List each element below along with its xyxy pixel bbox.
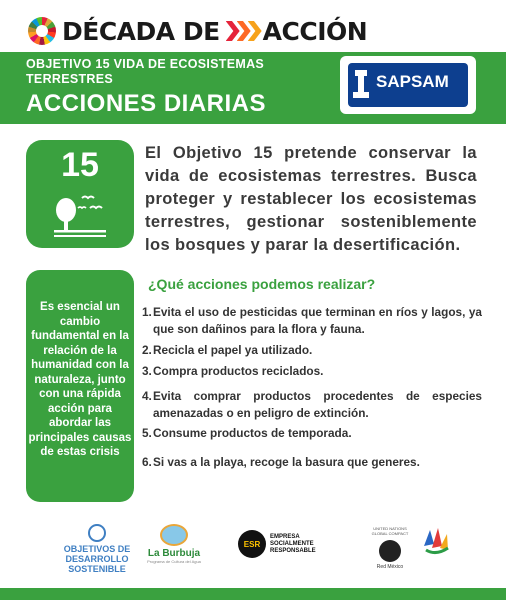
ods-logo: OBJETIVOS DE DESARROLLO SOSTENIBLE — [62, 524, 132, 574]
banner-title: ACCIONES DIARIAS — [26, 90, 267, 117]
list-item: 3. Compra productos reciclados. — [142, 364, 324, 378]
sidebar-text: Es esencial un cambio fundamental en la relación de la humanidad con la naturaleza, junto con una rápida acción para abordar las principales causas de estas crisis — [28, 301, 132, 458]
bubble-icon — [160, 524, 188, 546]
pacto-mundial-logo: UNITED NATIONS GLOBAL COMPACT Red México — [371, 526, 409, 570]
header-title-left: DÉCADA DE — [62, 16, 220, 46]
bottom-green-bar — [0, 588, 506, 600]
sdg-wheel-icon — [28, 17, 56, 45]
list-item: 2. Recicla el papel ya utilizado. — [142, 343, 313, 357]
goal-number: 15 — [61, 146, 99, 184]
water-pump-icon — [352, 68, 370, 100]
banner-subtitle: OBJETIVO 15 VIDA DE ECOSISTEMAS TERRESTRES — [26, 57, 265, 86]
intro-text: El Objetivo 15 pretende conservar la vida de ecosistemas terrestres. Busca proteger y restablecer los ecosistemas terrestres, gestionar sosteniblemente los bosques y parar la desertificación. — [145, 144, 477, 254]
decada-header — [28, 12, 367, 50]
tree-birds-icon — [50, 190, 110, 240]
globe-icon — [379, 540, 401, 562]
question-heading: ¿Qué acciones podemos realizar? — [148, 276, 376, 292]
esr-logo: ESR EMPRESA SOCIALMENTE RESPONSABLE — [238, 530, 316, 558]
chevrons-icon — [226, 21, 259, 41]
la-burbuja-logo: La Burbuja Programa de Cultura del Agua — [146, 524, 202, 564]
header-title-right: ACCIÓN — [262, 16, 368, 46]
list-item: 6. Si vas a la playa, recoge la basura que generes. — [142, 455, 420, 469]
un-globe-icon — [88, 524, 106, 542]
list-item: 1. Evita el uso de pesticidas que terminan en ríos y lagos, ya que son dañinos para la flora y fauna. — [142, 305, 482, 336]
list-item: 5. Consume productos de temporada. — [142, 426, 352, 440]
sapsam-logo-text: SAPSAM — [376, 72, 449, 91]
esr-badge-icon: ESR — [238, 530, 266, 558]
hands-icon — [420, 524, 452, 556]
list-item: 4. Evita comprar productos procedentes de especies amenazadas o en peligro de extinción. — [142, 389, 482, 420]
